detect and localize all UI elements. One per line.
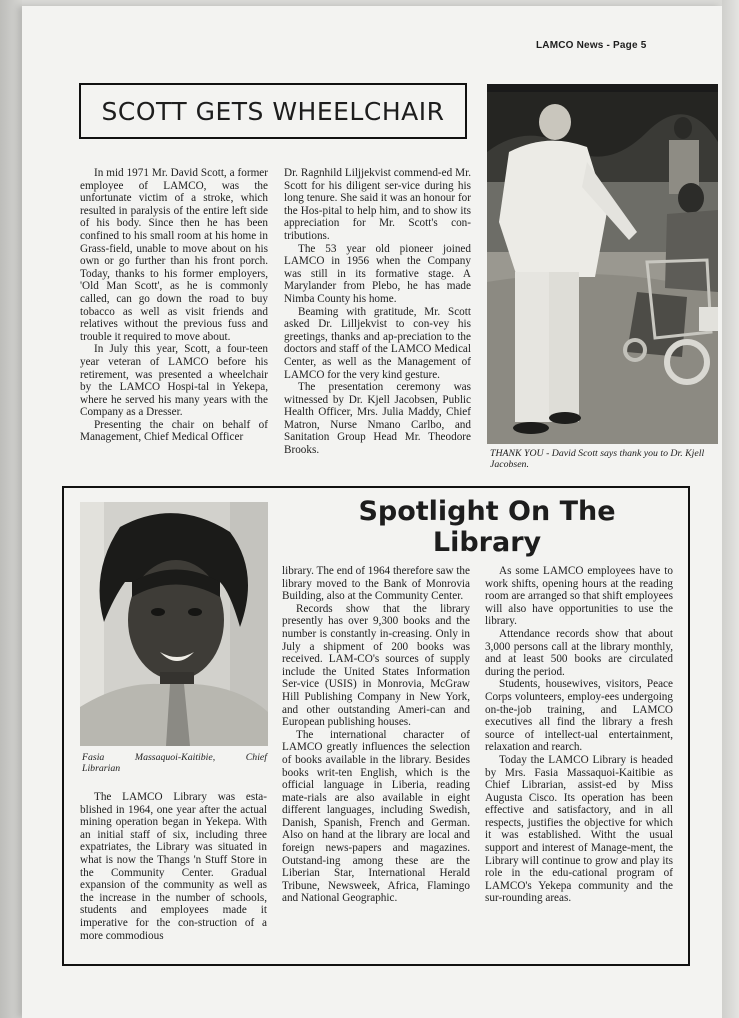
paragraph: Dr. Ragnhild Liljjekvist commend-ed Mr. Scott for his diligent ser-vice during his long tenure. She said it was an honour for the Hos-pital to help him, and to show its appreciation for Mr. Scott's con-tributions. [284, 167, 471, 242]
paragraph: library. The end of 1964 therefore saw the library moved to the Bank of Monrovia Building, also at the Community Center. [282, 565, 470, 603]
scott-column-2 [284, 167, 471, 457]
scott-column-1 [80, 167, 268, 444]
library-column-2 [282, 565, 470, 905]
wheelchair-photo [487, 84, 718, 444]
paragraph: Today the LAMCO Library is headed by Mrs. Fasia Massaquoi-Kaitibie as Chief Librarian, assist-ed by Miss Augusta Cisco. Its operation has been effective and satisfactory, and in all respects, justifies the objective for which it was established. Witht the usual support and interest of Manage-ment, the Library will continue to grow and play its role in the edu-cational program of LAMCO's Yekepa community and the sur-rounding areas. [485, 753, 673, 905]
paragraph: In mid 1971 Mr. David Scott, a former employee of LAMCO, was the unfortunate victim of a stroke, which resulted in paralysis of the entire left side of his body. Since then he has been confined to his small room at his home in Grass-field, unable to move about on his own or go further than his front porch. Today, thanks to his former employers, 'Old Man Scott', as he is commonly called, can go down the road to buy tobacco as well as visit friends and relatives without the previous fuss and trouble it required to move about. [80, 167, 268, 343]
paragraph: Records show that the library presently has over 9,300 books and the number is constantly in-creasing. Only in July a shipment of 200 books was received. LAM-CO's sources of supply include the United States Information Ser-vice (USIS) in Monrovia, McGraw Hill Publishing Company in New York, and other outstanding Ameri-can and European publishing houses. [282, 602, 470, 729]
paragraph: The 53 year old pioneer joined LAMCO in 1956 when the Company was still in its formative stage. A Marylander from Plebo, he has made Nimba County his home. [284, 242, 471, 305]
library-column-3 [485, 565, 673, 905]
caption-role-line2: Librarian [82, 763, 121, 774]
librarian-caption [82, 752, 267, 774]
paragraph: Attendance records show that about 3,000 persons call at the library monthly, and at least 500 books are circulated during the period. [485, 627, 673, 678]
library-column-1 [80, 791, 267, 942]
paragraph: As some LAMCO employees have to work shifts, opening hours at the reading room are arranged so that shift employees will also have opportunities to use the library. [485, 565, 673, 628]
page-gutter-shadow [0, 0, 22, 1018]
running-head: LAMCO News - Page 5 [536, 40, 647, 51]
paragraph: The LAMCO Library was esta-blished in 1964, one year after the actual mining operation began in Yekepa. With an initial staff of six, including three expatriates, the Library was situated in what is now the Thangs 'n Stuff Store in the Community Center. Gradual expansion of the community as well as the increase in the number of schools, students and employees made it imperative for the con-struction of a more commodious [80, 791, 267, 942]
paragraph: The presentation ceremony was witnessed by Dr. Kjell Jacobsen, Public Health Officer, Mrs. Julia Maddy, Chief Matron, Nurse Nmano Carlbo, and Sanitation Group Head Mr. Theodore Brooks. [284, 381, 471, 457]
caption-surname: Massaquoi-Kaitibie, [134, 752, 216, 763]
page-edge [722, 0, 739, 1018]
scott-article-title: SCOTT GETS WHEELCHAIR [79, 83, 467, 139]
library-article-title: Spotlight On The Library [358, 496, 616, 558]
paragraph: In July this year, Scott, a four-teen year veteran of LAMCO before his retirement, was presented a wheelchair by the LAMCO Hospi-tal in Yekepa, where he served his many years with the Company as a Dresser. [80, 343, 268, 419]
librarian-portrait [80, 502, 268, 746]
paragraph: Students, housewives, visitors, Peace Corps volunteers, employ-ees undergoing on-the-job training, and LAMCO executives all find the library a fresh source of intellect-ual entertainment, relaxation and rearch. [485, 678, 673, 754]
paragraph: Presenting the chair on behalf of Management, Chief Medical Officer [80, 418, 268, 444]
caption-name: Fasia [82, 752, 105, 763]
paragraph: Beaming with gratitude, Mr. Scott asked Dr. Lilljekvist to con-vey his greetings, thanks and ap-preciation to the doctors and staff of the LAMCO Medical Center, as well as the Management of LAMCO for the very kind gesture. [284, 305, 471, 381]
caption-role: Chief [245, 752, 267, 763]
scott-photo-caption: THANK YOU - David Scott says thank you to Dr. Kjell Jacobsen. [490, 448, 705, 470]
paragraph: The international character of LAMCO greatly influences the selection of books available in the library. Besides books writ-ten English, which is the official language in Liberia, reading mate-rials are also available in eight different languages, including Swedish, Danish, Spanish, French and German. Also on hand at the library are local and foreign news-papers and magazines. Outstand-ing among these are the Liberian Star, International Herald Tribune, Newsweek, Africa, Flamingo and National Geographic. [282, 728, 470, 905]
